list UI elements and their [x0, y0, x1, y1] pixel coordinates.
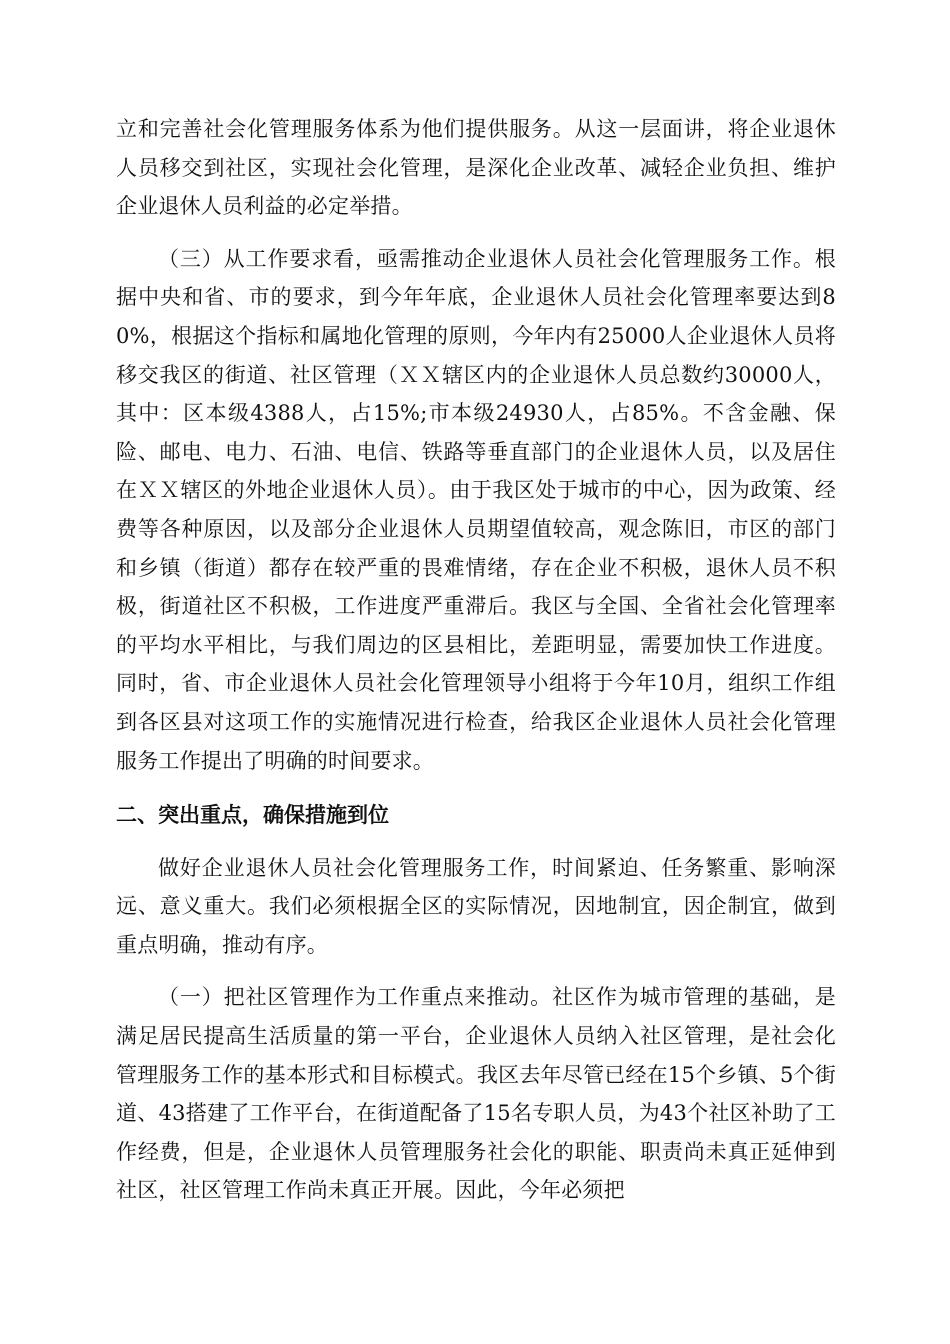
paragraph-work-requirements: （三）从工作要求看，亟需推动企业退休人员社会化管理服务工作。根据中央和省、市的要求，到今年年底，企业退休人员社会化管理率要达到80%，根据这个指标和属地化管理的原则，今年内有25000人企业退休人员将移交我区的街道、社区管理（ＸＸ辖区内的企业退休人员总数约30000人，其中：区本级4388人，占15%;市本级24930人，占85%。不含金融、保险、邮电、电力、石油、电信、铁路等垂直部门的企业退休人员，以及居住在ＸＸ辖区的外地企业退休人员）。由于我区处于城市的中心，因为政策、经费等各种原因，以及部分企业退休人员期望值较高，观念陈旧，市区的部门和乡镇（街道）都存在较严重的畏难情绪，存在企业不积极，退休人员不积极，街道社区不积极，工作进度严重滞后。我区与全国、全省社会化管理率的平均水平相比，与我们周边的区县相比，差距明显，需要加快工作进度。同时，省、市企业退休人员社会化管理领导小组将于今年10月，组织工作组到各区县对这项工作的实施情况进行检查，给我区企业退休人员社会化管理服务工作提出了明确的时间要求。 [116, 246, 836, 773]
paragraph-community-management: （一）把社区管理作为工作重点来推动。社区作为城市管理的基础，是满足居民提高生活质量的第一平台，企业退休人员纳入社区管理，是社会化管理服务工作的基本形式和目标模式。我区去年尽管已经在15个乡镇、5个街道、43搭建了工作平台，在街道配备了15名专职人员，为43个社区补助了工作经费，但是，企业退休人员管理服务社会化的职能、职责尚未真正延伸到社区，社区管理工作尚未真正开展。因此，今年必须把 [116, 985, 836, 1203]
document-body [116, 110, 836, 1210]
paragraph-continuation: 立和完善社会化管理服务体系为他们提供服务。从这一层面讲，将企业退休人员移交到社区，实现社会化管理，是深化企业改革、减轻企业负担、维护企业退休人员利益的必定举措。 [116, 117, 836, 219]
section-heading: 二、突出重点，确保措施到位 [116, 803, 389, 828]
paragraph-intro: 做好企业退休人员社会化管理服务工作，时间紧迫、任务繁重、影响深远、意义重大。我们必须根据全区的实际情况，因地制宜，因企制宜，做到重点明确，推动有序。 [116, 855, 836, 957]
